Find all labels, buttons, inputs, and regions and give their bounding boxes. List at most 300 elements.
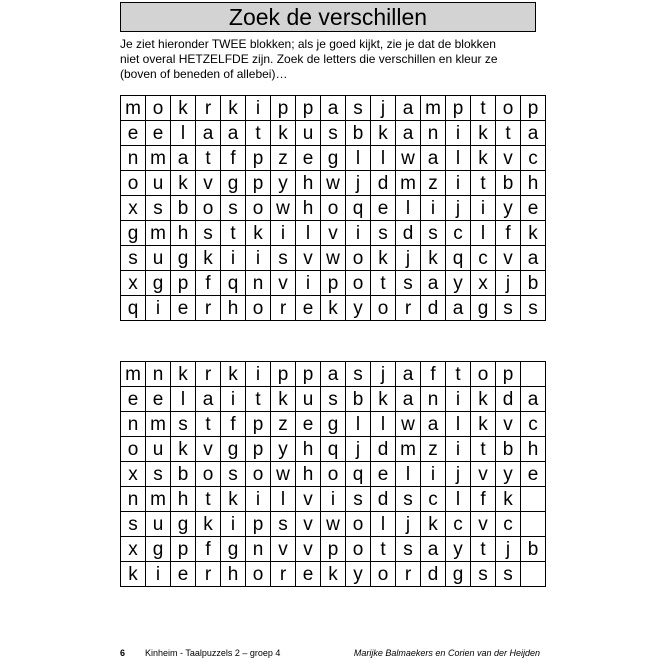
letter-cell[interactable]: c (421, 487, 446, 512)
letter-cell[interactable]: i (246, 362, 271, 387)
letter-cell[interactable]: j (446, 462, 471, 487)
letter-cell[interactable]: k (221, 362, 246, 387)
letter-cell[interactable]: o (346, 512, 371, 537)
letter-cell[interactable]: c (521, 412, 546, 437)
letter-cell[interactable]: g (171, 246, 196, 271)
letter-cell[interactable]: p (271, 362, 296, 387)
letter-cell[interactable]: p (296, 96, 321, 121)
letter-cell[interactable]: l (446, 487, 471, 512)
letter-cell[interactable]: t (246, 121, 271, 146)
letter-cell[interactable]: s (321, 387, 346, 412)
letter-cell[interactable]: z (271, 412, 296, 437)
letter-cell[interactable]: d (371, 437, 396, 462)
letter-cell[interactable]: r (196, 296, 221, 321)
letter-cell[interactable]: s (396, 487, 421, 512)
letter-cell[interactable]: j (346, 437, 371, 462)
letter-cell[interactable]: c (496, 512, 521, 537)
letter-cell[interactable]: m (421, 96, 446, 121)
letter-cell[interactable]: i (146, 562, 171, 587)
letter-cell[interactable]: t (371, 271, 396, 296)
letter-cell[interactable]: k (121, 562, 146, 587)
letter-cell[interactable]: o (471, 362, 496, 387)
letter-cell[interactable]: g (146, 271, 171, 296)
letter-cell[interactable]: m (146, 412, 171, 437)
letter-cell[interactable]: k (371, 387, 396, 412)
letter-cell[interactable]: n (421, 387, 446, 412)
letter-cell[interactable]: p (246, 437, 271, 462)
letter-cell[interactable]: k (171, 96, 196, 121)
letter-cell[interactable]: a (421, 146, 446, 171)
letter-cell[interactable]: p (321, 537, 346, 562)
letter-cell[interactable]: t (471, 96, 496, 121)
letter-cell[interactable]: o (371, 562, 396, 587)
letter-cell[interactable]: s (521, 296, 546, 321)
letter-cell[interactable]: q (346, 462, 371, 487)
letter-cell[interactable]: s (421, 221, 446, 246)
letter-cell[interactable]: v (321, 221, 346, 246)
letter-cell[interactable]: i (321, 487, 346, 512)
letter-cell[interactable]: t (196, 412, 221, 437)
letter-cell[interactable]: g (321, 412, 346, 437)
letter-cell[interactable]: n (121, 146, 146, 171)
letter-cell[interactable]: p (246, 512, 271, 537)
letter-cell[interactable]: g (121, 221, 146, 246)
letter-cell[interactable]: s (346, 96, 371, 121)
letter-cell[interactable]: a (396, 387, 421, 412)
letter-cell[interactable] (521, 362, 546, 387)
letter-cell[interactable]: i (296, 271, 321, 296)
letter-cell[interactable]: y (346, 296, 371, 321)
letter-cell[interactable]: b (496, 437, 521, 462)
letter-cell[interactable]: m (121, 96, 146, 121)
letter-cell[interactable]: j (396, 512, 421, 537)
letter-cell[interactable]: k (171, 362, 196, 387)
letter-cell[interactable]: o (146, 96, 171, 121)
letter-cell[interactable]: s (221, 462, 246, 487)
letter-cell[interactable]: s (321, 121, 346, 146)
letter-cell[interactable]: g (171, 512, 196, 537)
letter-cell[interactable]: s (146, 462, 171, 487)
letter-cell[interactable]: i (221, 512, 246, 537)
letter-cell[interactable]: p (296, 362, 321, 387)
letter-cell[interactable]: t (246, 387, 271, 412)
letter-cell[interactable]: l (396, 196, 421, 221)
letter-cell[interactable]: k (221, 96, 246, 121)
letter-cell[interactable]: a (521, 387, 546, 412)
letter-cell[interactable]: p (246, 146, 271, 171)
letter-cell[interactable]: p (271, 96, 296, 121)
letter-cell[interactable]: s (496, 296, 521, 321)
letter-cell[interactable]: h (521, 437, 546, 462)
letter-cell[interactable]: t (446, 362, 471, 387)
letter-cell[interactable]: a (321, 362, 346, 387)
letter-cell[interactable]: s (196, 221, 221, 246)
letter-cell[interactable]: h (171, 221, 196, 246)
letter-cell[interactable]: g (221, 537, 246, 562)
letter-cell[interactable]: i (421, 462, 446, 487)
letter-cell[interactable]: v (296, 487, 321, 512)
letter-cell[interactable]: a (421, 412, 446, 437)
letter-cell[interactable]: v (196, 437, 221, 462)
letter-cell[interactable]: f (471, 487, 496, 512)
letter-cell[interactable]: g (471, 296, 496, 321)
letter-cell[interactable]: m (146, 221, 171, 246)
letter-cell[interactable]: p (246, 412, 271, 437)
letter-cell[interactable]: v (271, 537, 296, 562)
letter-cell[interactable]: l (471, 221, 496, 246)
letter-cell[interactable]: y (346, 562, 371, 587)
letter-cell[interactable]: h (296, 462, 321, 487)
letter-cell[interactable]: n (421, 121, 446, 146)
letter-cell[interactable]: w (396, 146, 421, 171)
letter-cell[interactable]: b (521, 271, 546, 296)
letter-cell[interactable]: m (146, 146, 171, 171)
letter-cell[interactable]: j (371, 362, 396, 387)
letter-cell[interactable]: v (471, 462, 496, 487)
letter-cell[interactable]: w (321, 512, 346, 537)
letter-cell[interactable]: h (171, 487, 196, 512)
letter-cell[interactable]: a (196, 121, 221, 146)
letter-cell[interactable]: d (496, 387, 521, 412)
letter-cell[interactable]: g (146, 537, 171, 562)
letter-cell[interactable]: s (396, 271, 421, 296)
letter-cell[interactable]: q (221, 271, 246, 296)
letter-cell[interactable]: o (346, 246, 371, 271)
letter-cell[interactable]: c (471, 246, 496, 271)
letter-cell[interactable]: r (196, 96, 221, 121)
letter-cell[interactable]: i (271, 221, 296, 246)
letter-cell[interactable]: u (296, 121, 321, 146)
letter-cell[interactable]: t (496, 121, 521, 146)
letter-cell[interactable]: u (146, 437, 171, 462)
letter-cell[interactable]: l (346, 146, 371, 171)
letter-cell[interactable]: s (396, 537, 421, 562)
letter-cell[interactable]: o (346, 271, 371, 296)
letter-cell[interactable]: k (321, 562, 346, 587)
letter-cell[interactable]: s (346, 362, 371, 387)
letter-cell[interactable]: i (221, 387, 246, 412)
letter-cell[interactable]: e (521, 196, 546, 221)
letter-cell[interactable]: w (271, 196, 296, 221)
letter-cell[interactable]: v (296, 537, 321, 562)
letter-cell[interactable]: l (446, 146, 471, 171)
letter-cell[interactable]: j (446, 196, 471, 221)
letter-cell[interactable]: l (446, 412, 471, 437)
letter-cell[interactable]: u (146, 171, 171, 196)
letter-cell[interactable]: k (371, 121, 396, 146)
letter-cell[interactable]: a (421, 271, 446, 296)
letter-cell[interactable]: e (146, 387, 171, 412)
letter-cell[interactable]: k (421, 246, 446, 271)
letter-cell[interactable]: t (221, 221, 246, 246)
letter-cell[interactable]: l (371, 412, 396, 437)
letter-cell[interactable]: y (446, 537, 471, 562)
letter-cell[interactable]: w (396, 412, 421, 437)
letter-cell[interactable]: m (146, 487, 171, 512)
letter-cell[interactable]: s (371, 221, 396, 246)
letter-cell[interactable]: l (346, 412, 371, 437)
letter-cell[interactable]: v (296, 512, 321, 537)
letter-cell[interactable]: k (171, 437, 196, 462)
letter-cell[interactable]: e (121, 121, 146, 146)
letter-cell[interactable]: e (371, 196, 396, 221)
letter-cell[interactable]: k (496, 487, 521, 512)
letter-cell[interactable]: v (496, 146, 521, 171)
letter-cell[interactable]: k (471, 146, 496, 171)
letter-cell[interactable]: i (346, 221, 371, 246)
letter-cell[interactable]: m (396, 171, 421, 196)
letter-cell[interactable]: n (246, 537, 271, 562)
letter-cell[interactable]: t (471, 537, 496, 562)
letter-cell[interactable]: k (371, 246, 396, 271)
letter-cell[interactable]: r (271, 296, 296, 321)
letter-cell[interactable]: e (171, 296, 196, 321)
letter-cell[interactable]: g (221, 171, 246, 196)
letter-cell[interactable]: o (196, 462, 221, 487)
letter-cell[interactable]: k (221, 487, 246, 512)
letter-cell[interactable]: c (521, 146, 546, 171)
letter-cell[interactable]: i (446, 437, 471, 462)
letter-cell[interactable]: w (321, 246, 346, 271)
letter-cell[interactable]: j (396, 246, 421, 271)
letter-cell[interactable]: k (421, 512, 446, 537)
letter-cell[interactable]: i (146, 296, 171, 321)
letter-cell[interactable]: b (496, 171, 521, 196)
letter-cell[interactable]: n (246, 271, 271, 296)
letter-cell[interactable]: s (346, 487, 371, 512)
letter-cell[interactable]: k (471, 387, 496, 412)
letter-cell[interactable]: k (271, 121, 296, 146)
letter-cell[interactable]: l (371, 512, 396, 537)
letter-cell[interactable]: p (321, 271, 346, 296)
letter-cell[interactable]: s (121, 512, 146, 537)
letter-cell[interactable]: h (221, 296, 246, 321)
letter-cell[interactable]: e (521, 462, 546, 487)
letter-cell[interactable]: a (521, 121, 546, 146)
letter-cell[interactable]: y (496, 462, 521, 487)
letter-cell[interactable]: x (121, 462, 146, 487)
letter-cell[interactable]: y (271, 437, 296, 462)
letter-cell[interactable]: y (271, 171, 296, 196)
letter-cell[interactable]: v (471, 512, 496, 537)
letter-cell[interactable]: a (446, 296, 471, 321)
letter-cell[interactable]: i (421, 196, 446, 221)
letter-cell[interactable]: k (246, 221, 271, 246)
letter-cell[interactable]: a (221, 121, 246, 146)
letter-cell[interactable]: a (196, 387, 221, 412)
letter-cell[interactable]: p (496, 362, 521, 387)
letter-cell[interactable]: k (196, 246, 221, 271)
letter-cell[interactable]: o (371, 296, 396, 321)
letter-cell[interactable]: q (321, 437, 346, 462)
letter-cell[interactable]: v (296, 246, 321, 271)
letter-cell[interactable]: z (271, 146, 296, 171)
letter-cell[interactable]: s (496, 562, 521, 587)
letter-cell[interactable]: k (321, 296, 346, 321)
letter-cell[interactable]: i (246, 246, 271, 271)
letter-cell[interactable]: q (346, 196, 371, 221)
letter-cell[interactable]: m (121, 362, 146, 387)
letter-cell[interactable]: o (121, 171, 146, 196)
letter-cell[interactable]: i (221, 246, 246, 271)
letter-cell[interactable]: s (146, 196, 171, 221)
letter-cell[interactable]: o (246, 296, 271, 321)
letter-cell[interactable]: r (396, 562, 421, 587)
letter-cell[interactable]: t (196, 487, 221, 512)
letter-cell[interactable]: k (471, 412, 496, 437)
letter-cell[interactable]: e (296, 296, 321, 321)
letter-cell[interactable]: q (446, 246, 471, 271)
letter-cell[interactable]: l (396, 462, 421, 487)
letter-cell[interactable]: t (196, 146, 221, 171)
letter-cell[interactable]: q (121, 296, 146, 321)
letter-cell[interactable]: v (496, 412, 521, 437)
letter-cell[interactable]: u (296, 387, 321, 412)
letter-cell[interactable]: x (121, 271, 146, 296)
letter-cell[interactable]: b (171, 462, 196, 487)
letter-cell[interactable]: x (471, 271, 496, 296)
letter-cell[interactable]: o (496, 96, 521, 121)
letter-cell[interactable]: f (421, 362, 446, 387)
letter-cell[interactable]: s (171, 412, 196, 437)
letter-cell[interactable]: j (346, 171, 371, 196)
letter-cell[interactable]: k (196, 512, 221, 537)
letter-cell[interactable]: k (471, 121, 496, 146)
letter-cell[interactable]: m (396, 437, 421, 462)
letter-cell[interactable]: n (121, 412, 146, 437)
letter-cell[interactable]: e (146, 121, 171, 146)
letter-cell[interactable]: k (171, 171, 196, 196)
letter-cell[interactable] (521, 487, 546, 512)
letter-cell[interactable]: a (521, 246, 546, 271)
letter-cell[interactable]: i (246, 96, 271, 121)
letter-cell[interactable]: f (221, 412, 246, 437)
letter-cell[interactable]: e (296, 412, 321, 437)
letter-cell[interactable]: g (321, 146, 346, 171)
letter-cell[interactable]: h (296, 196, 321, 221)
letter-cell[interactable]: b (346, 121, 371, 146)
letter-cell[interactable]: e (296, 146, 321, 171)
letter-cell[interactable]: w (271, 462, 296, 487)
letter-cell[interactable]: t (471, 437, 496, 462)
letter-cell[interactable]: f (196, 537, 221, 562)
letter-cell[interactable]: s (471, 562, 496, 587)
letter-cell[interactable]: k (521, 221, 546, 246)
letter-cell[interactable]: f (496, 221, 521, 246)
letter-cell[interactable]: i (446, 171, 471, 196)
letter-cell[interactable]: d (421, 296, 446, 321)
letter-cell[interactable]: g (221, 437, 246, 462)
letter-cell[interactable]: p (446, 96, 471, 121)
letter-cell[interactable]: l (371, 146, 396, 171)
letter-cell[interactable]: d (371, 487, 396, 512)
letter-cell[interactable]: r (196, 562, 221, 587)
letter-cell[interactable]: i (471, 196, 496, 221)
letter-cell[interactable]: o (246, 196, 271, 221)
letter-cell[interactable]: a (421, 537, 446, 562)
letter-cell[interactable]: o (246, 562, 271, 587)
letter-cell[interactable]: o (196, 196, 221, 221)
letter-cell[interactable]: s (221, 196, 246, 221)
letter-cell[interactable]: i (246, 487, 271, 512)
letter-cell[interactable] (521, 562, 546, 587)
letter-cell[interactable]: n (146, 362, 171, 387)
letter-cell[interactable]: h (221, 562, 246, 587)
letter-cell[interactable]: l (171, 121, 196, 146)
letter-cell[interactable]: s (271, 246, 296, 271)
letter-cell[interactable]: b (521, 537, 546, 562)
letter-cell[interactable]: t (471, 171, 496, 196)
letter-cell[interactable]: a (321, 96, 346, 121)
letter-cell[interactable]: z (421, 437, 446, 462)
letter-cell[interactable]: a (396, 96, 421, 121)
letter-cell[interactable]: u (146, 246, 171, 271)
letter-cell[interactable]: u (146, 512, 171, 537)
letter-cell[interactable]: e (171, 562, 196, 587)
letter-cell[interactable]: n (121, 487, 146, 512)
letter-cell[interactable]: j (496, 537, 521, 562)
letter-cell[interactable]: d (371, 171, 396, 196)
letter-cell[interactable]: i (446, 387, 471, 412)
letter-cell[interactable]: h (521, 171, 546, 196)
letter-cell[interactable]: o (121, 437, 146, 462)
letter-cell[interactable]: e (296, 562, 321, 587)
letter-cell[interactable]: l (296, 221, 321, 246)
letter-cell[interactable]: t (371, 537, 396, 562)
letter-cell[interactable]: d (396, 221, 421, 246)
letter-cell[interactable]: r (271, 562, 296, 587)
letter-cell[interactable]: p (171, 537, 196, 562)
letter-cell[interactable]: a (396, 362, 421, 387)
letter-cell[interactable]: v (496, 246, 521, 271)
letter-cell[interactable]: v (196, 171, 221, 196)
letter-cell[interactable]: o (346, 537, 371, 562)
letter-cell[interactable]: p (171, 271, 196, 296)
letter-cell[interactable]: x (121, 537, 146, 562)
letter-cell[interactable]: f (196, 271, 221, 296)
letter-cell[interactable]: c (446, 221, 471, 246)
letter-cell[interactable]: w (321, 171, 346, 196)
letter-cell[interactable]: k (271, 387, 296, 412)
letter-cell[interactable]: e (371, 462, 396, 487)
letter-cell[interactable]: o (246, 462, 271, 487)
letter-cell[interactable]: l (171, 387, 196, 412)
letter-cell[interactable]: j (371, 96, 396, 121)
letter-cell[interactable]: i (446, 121, 471, 146)
letter-cell[interactable]: b (346, 387, 371, 412)
letter-cell[interactable]: h (296, 437, 321, 462)
letter-cell[interactable]: z (421, 171, 446, 196)
letter-cell[interactable]: a (396, 121, 421, 146)
letter-cell[interactable]: o (321, 462, 346, 487)
letter-cell[interactable]: g (446, 562, 471, 587)
letter-cell[interactable]: s (271, 512, 296, 537)
letter-cell[interactable] (521, 512, 546, 537)
letter-cell[interactable]: l (271, 487, 296, 512)
letter-cell[interactable]: o (321, 196, 346, 221)
letter-cell[interactable]: f (221, 146, 246, 171)
letter-cell[interactable]: d (421, 562, 446, 587)
letter-cell[interactable]: p (521, 96, 546, 121)
letter-cell[interactable]: h (296, 171, 321, 196)
letter-cell[interactable]: v (271, 271, 296, 296)
letter-cell[interactable]: e (121, 387, 146, 412)
letter-cell[interactable]: r (196, 362, 221, 387)
letter-cell[interactable]: p (246, 171, 271, 196)
letter-cell[interactable]: r (396, 296, 421, 321)
letter-cell[interactable]: j (496, 271, 521, 296)
letter-cell[interactable]: y (446, 271, 471, 296)
